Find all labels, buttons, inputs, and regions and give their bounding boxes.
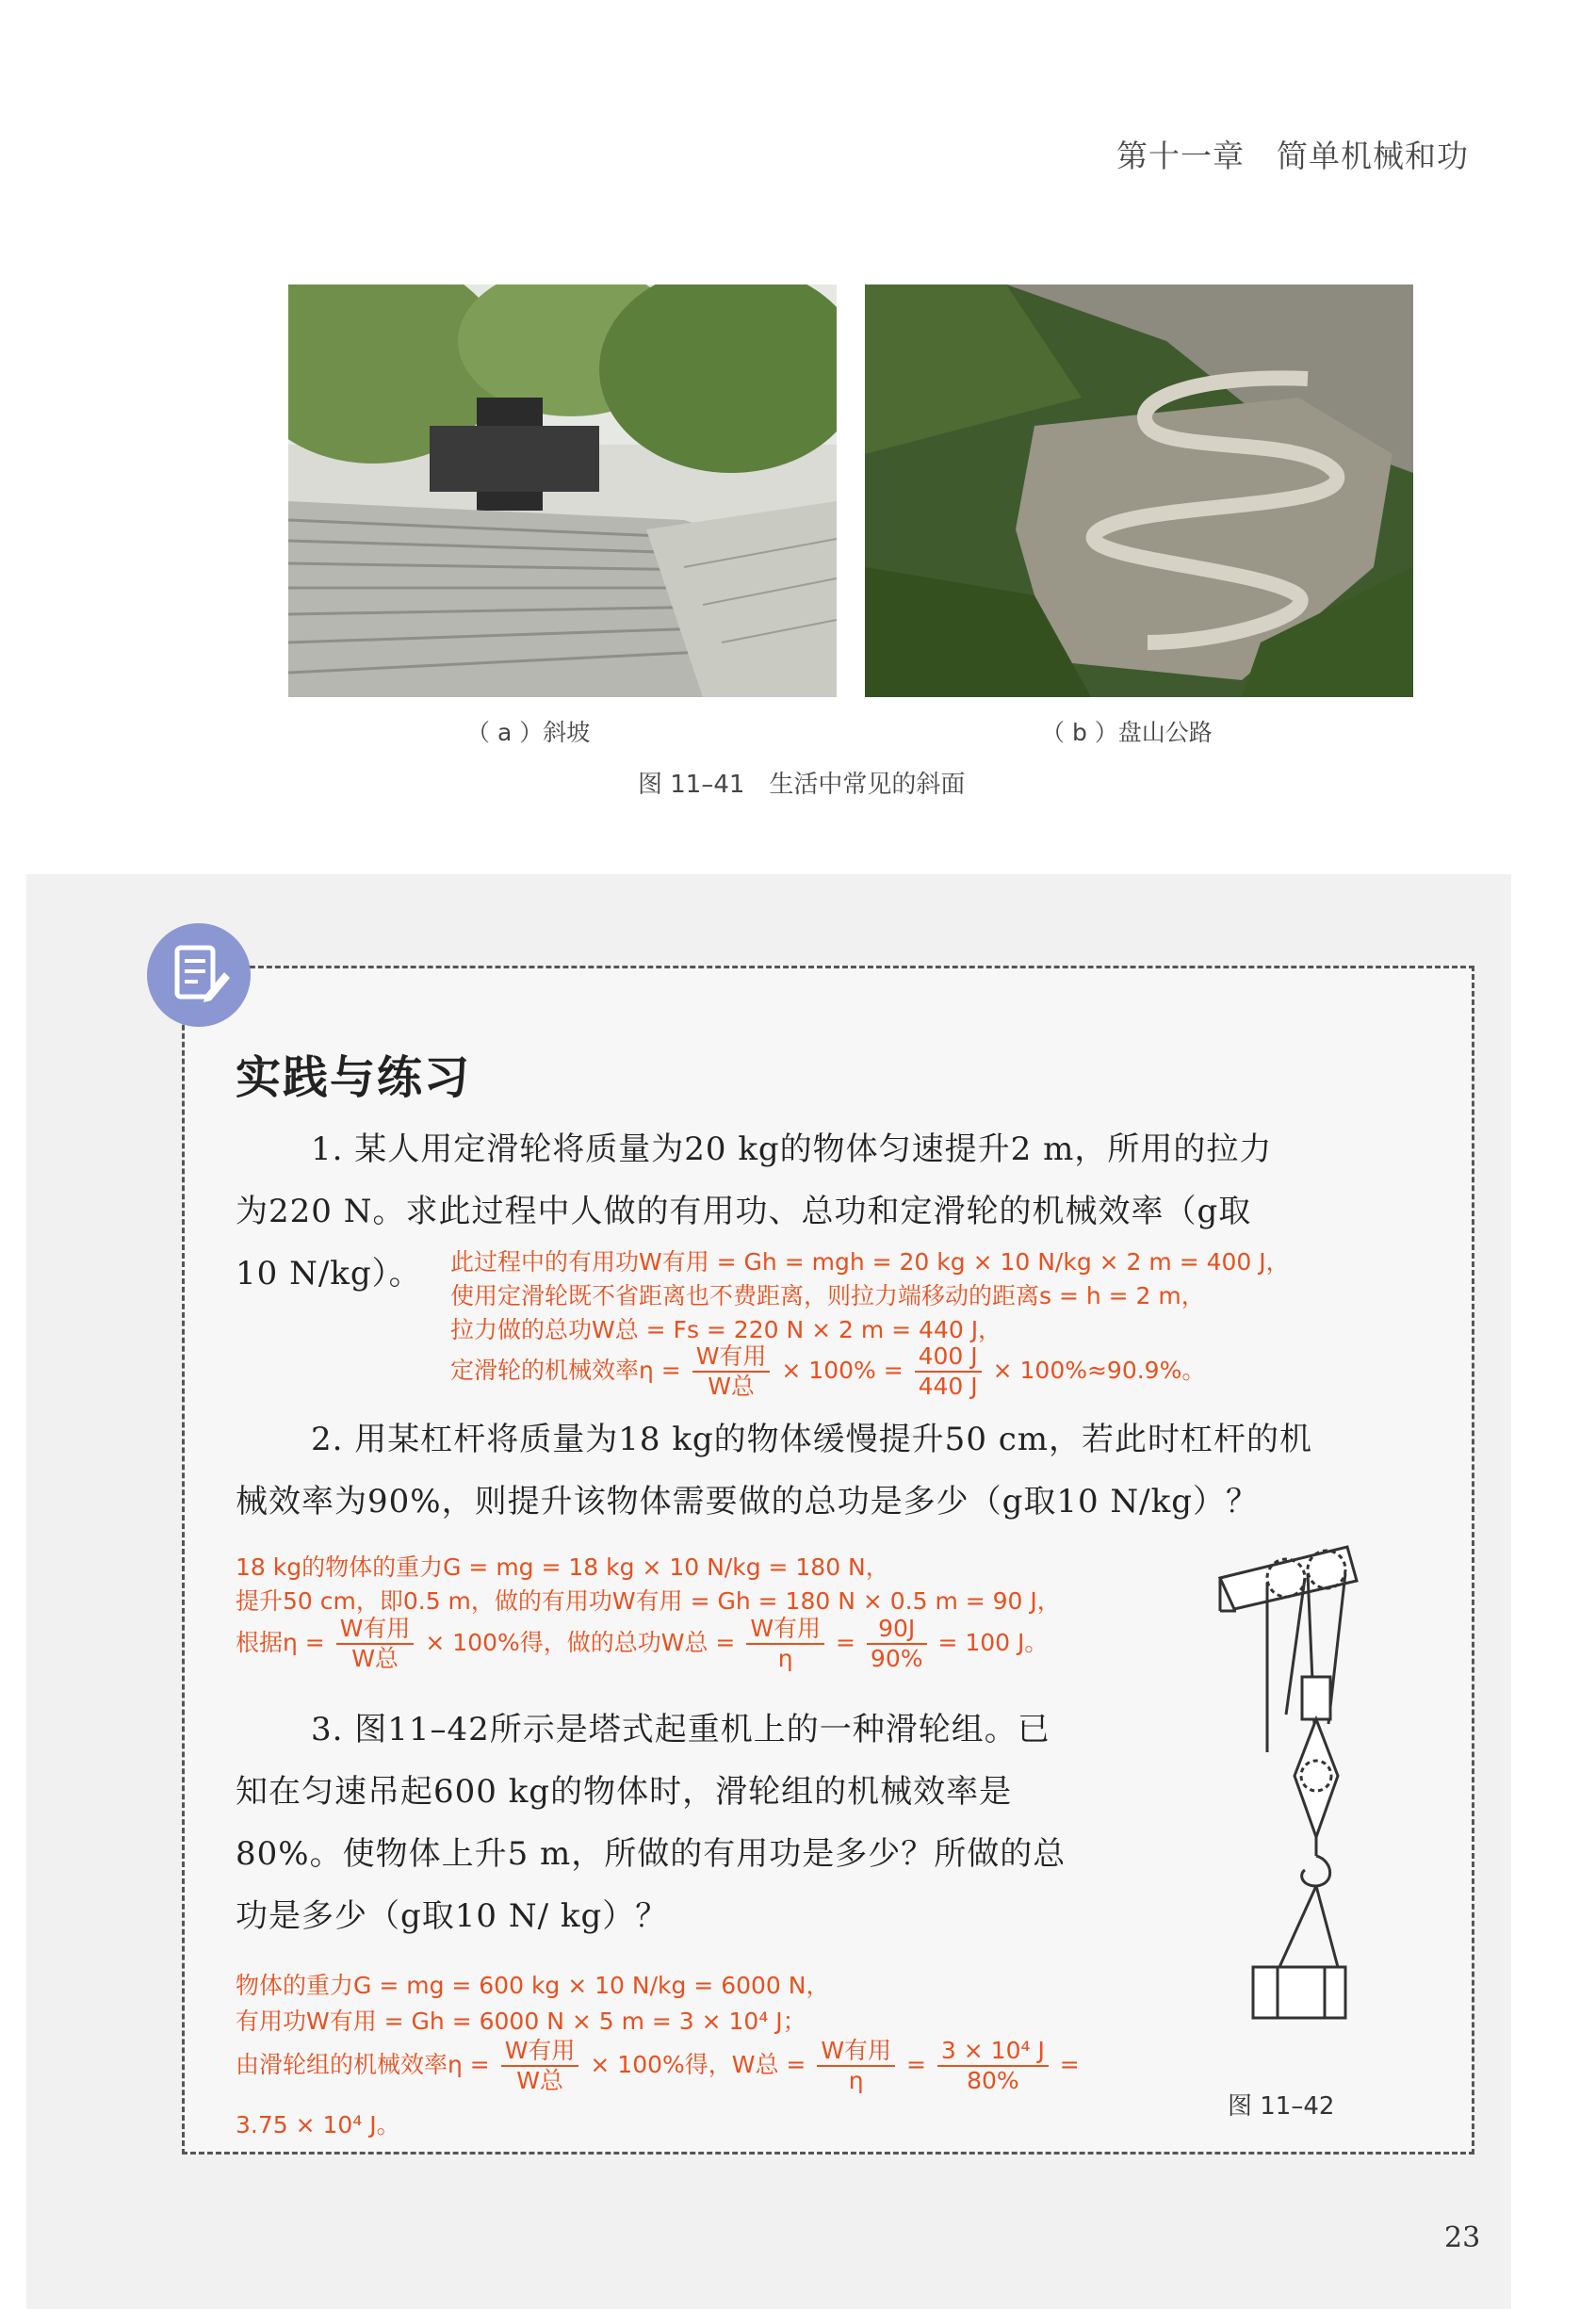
chapter-header: 第十一章 简单机械和功 bbox=[1116, 138, 1469, 174]
q3-answer-line4: 3.75 × 10⁴ J。 bbox=[236, 2111, 400, 2138]
numerator: W有用 bbox=[746, 1615, 824, 1645]
q2-answer-line3 bbox=[236, 1615, 1048, 1673]
denominator: η bbox=[848, 2067, 864, 2094]
q1-fraction-1 bbox=[692, 1342, 771, 1401]
numerator: 90J bbox=[867, 1615, 927, 1645]
q3-ans3-mid: × 100%得，W总 = bbox=[590, 2051, 806, 2078]
numerator: W有用 bbox=[336, 1615, 415, 1645]
q2-answer-line2: 提升50 cm，即0.5 m，做的有用功W有用 = Gh = 180 N × 0.5 m = 90 J， bbox=[236, 1587, 1061, 1615]
q3-answer-line3 bbox=[236, 2037, 1080, 2095]
q3-line4: 功是多少（g取10 N/ kg）？ bbox=[236, 1897, 669, 1935]
q2-line2: 械效率为90%，则提升该物体需要做的总功是多少（g取10 N/kg）？ bbox=[236, 1483, 1259, 1520]
q1-answer-line3: 拉力做的总功W总 = Fs = 220 N × 2 m = 440 J， bbox=[450, 1316, 1002, 1343]
q3-ans3-suffix: = bbox=[1059, 2051, 1080, 2078]
q2-ans3-mid: × 100%得，做的总功W总 = bbox=[425, 1629, 736, 1656]
q3-fraction-3 bbox=[937, 2037, 1049, 2095]
q3-fraction-1 bbox=[501, 2037, 579, 2095]
q3-ans3-prefix: 由滑轮组的机械效率η = bbox=[236, 2051, 490, 2078]
q1-line2: 为220 N。求此过程中人做的有用功、总功和定滑轮的机械效率（g取 bbox=[236, 1193, 1252, 1230]
numerator: 3 × 10⁴ J bbox=[937, 2037, 1049, 2067]
q2-fraction-3 bbox=[867, 1615, 927, 1673]
page-number: 23 bbox=[1444, 2221, 1481, 2254]
q3-line2: 知在匀速吊起600 kg的物体时，滑轮组的机械效率是 bbox=[236, 1773, 1013, 1811]
q2-ans3-prefix: 根据η = bbox=[236, 1629, 325, 1656]
q1-answer-line4 bbox=[450, 1342, 1205, 1401]
q3-ans3-eq: = bbox=[906, 2051, 926, 2078]
photo-slope bbox=[288, 285, 837, 697]
q1-line1: 1. 某人用定滑轮将质量为20 kg的物体匀速提升2 m，所用的拉力 bbox=[311, 1130, 1273, 1168]
q3-line1: 3. 图11–42所示是塔式起重机上的一种滑轮组。已 bbox=[311, 1711, 1050, 1748]
numerator: W有用 bbox=[692, 1342, 771, 1373]
notes-pencil-icon bbox=[147, 923, 251, 1027]
q2-ans3-suffix: = 100 J。 bbox=[937, 1629, 1049, 1656]
q1-answer-line1: 此过程中的有用功W有用 = Gh = mgh = 20 kg × 10 N/kg × 2 m = 400 J， bbox=[450, 1248, 1290, 1276]
numerator: W有用 bbox=[817, 2037, 895, 2067]
numerator: W有用 bbox=[501, 2037, 579, 2067]
denominator: 80% bbox=[967, 2067, 1019, 2094]
q1-answer-line2: 使用定滑轮既不省距离也不费距离，则拉力端移动的距离s = h = 2 m， bbox=[450, 1282, 1205, 1309]
q1-ans4-prefix: 定滑轮的机械效率η = bbox=[450, 1357, 681, 1384]
photo-mountain-road bbox=[865, 285, 1413, 697]
exercise-title: 实践与练习 bbox=[236, 1051, 472, 1104]
q1-ans4-mid: × 100% = bbox=[781, 1357, 904, 1384]
q3-line3: 80%。使物体上升5 m，所做的有用功是多少？所做的总 bbox=[236, 1835, 1067, 1873]
q1-ans4-suffix: × 100%≈90.9%。 bbox=[992, 1357, 1206, 1384]
denominator: W总 bbox=[516, 2067, 563, 2094]
q3-answer-line1: 物体的重力G = mg = 600 kg × 10 N/kg = 6000 N， bbox=[236, 1972, 830, 1999]
denominator: W总 bbox=[708, 1373, 755, 1400]
q1-fraction-2 bbox=[915, 1342, 982, 1401]
photo-caption-b: （ b ）盘山公路 bbox=[1041, 719, 1213, 746]
q2-fraction-2 bbox=[746, 1615, 824, 1673]
q1-line3: 10 N/kg）。 bbox=[236, 1255, 422, 1293]
photo-caption-a: （ a ）斜坡 bbox=[466, 719, 591, 746]
denominator: 90% bbox=[870, 1645, 923, 1672]
q2-answer-line1: 18 kg的物体的重力G = mg = 18 kg × 10 N/kg = 180 N， bbox=[236, 1553, 889, 1581]
figure-11-42-caption: 图 11–42 bbox=[1228, 2092, 1335, 2121]
denominator: 440 J bbox=[918, 1373, 978, 1400]
numerator: 400 J bbox=[915, 1342, 982, 1373]
q2-ans3-eq: = bbox=[836, 1629, 855, 1656]
q3-answer-line2: 有用功W有用 = Gh = 6000 N × 5 m = 3 × 10⁴ J； bbox=[236, 2008, 806, 2035]
denominator: W总 bbox=[351, 1645, 399, 1672]
denominator: η bbox=[777, 1645, 793, 1672]
q2-line1: 2. 用某杠杆将质量为18 kg的物体缓慢提升50 cm，若此时杠杆的机 bbox=[311, 1421, 1313, 1458]
q2-fraction-1 bbox=[336, 1615, 415, 1673]
pulley-block-diagram bbox=[1215, 1536, 1366, 2029]
q3-fraction-2 bbox=[817, 2037, 895, 2095]
figure-caption: 图 11–41 生活中常见的斜面 bbox=[638, 771, 966, 799]
